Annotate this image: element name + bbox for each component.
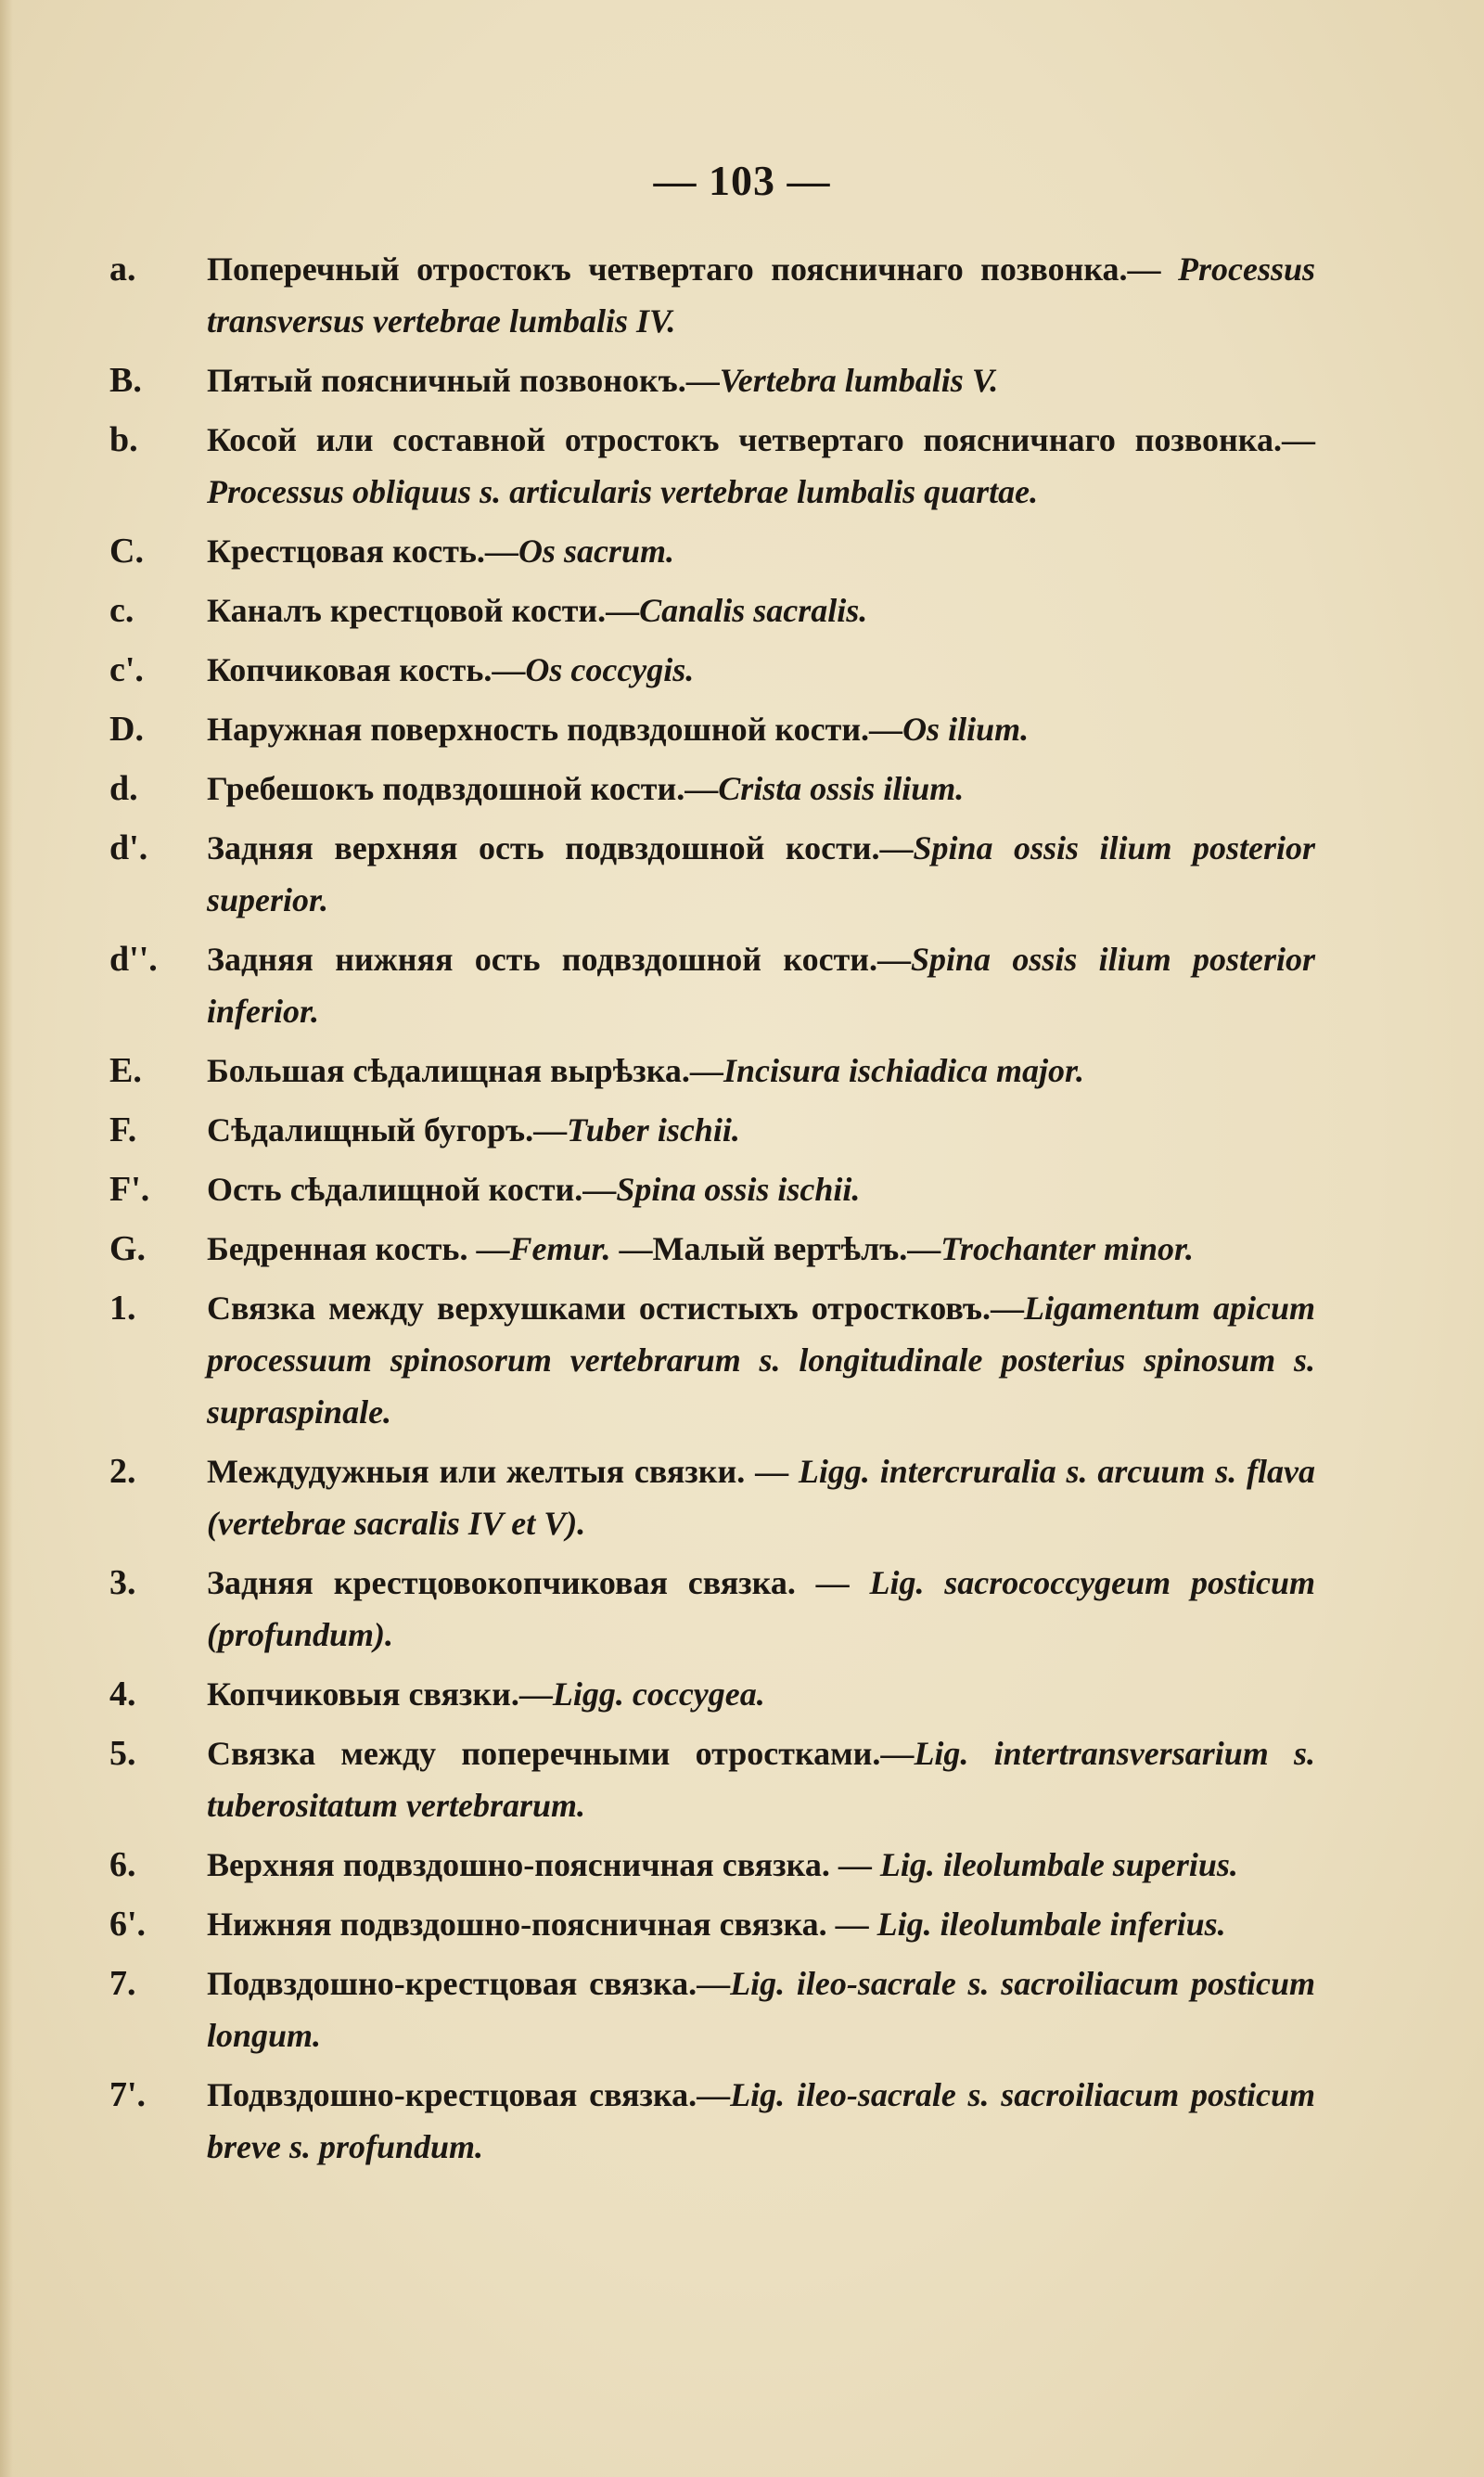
entry-latin-term: Lig. ileo-sacrale s. sacroiliacum posticum longum. <box>207 1965 1315 2054</box>
entry-text <box>207 584 1315 636</box>
entry-latin-term: Vertebra lumbalis V. <box>719 362 999 399</box>
entry-russian-text: Каналъ крестцовой кости.— <box>207 592 640 629</box>
entry-russian-text: Копчиковыя связки.— <box>207 1675 553 1713</box>
entry-latin-term: Os coccygis. <box>525 651 695 688</box>
entry-label: d''. <box>109 940 158 979</box>
entry-label: 7. <box>109 1964 136 2003</box>
entry-text <box>207 703 1315 755</box>
entry-latin-term: Lig. ileolumbale inferius. <box>876 1906 1226 1943</box>
entry-text <box>207 644 1315 696</box>
entry-russian-text: Междудужныя или желтыя связки. — <box>207 1453 789 1490</box>
entry-latin-term: Processus obliquus s. articularis vertebrae lumbalis quartae. <box>207 473 1039 510</box>
entry-russian-text: Бедренная кость. — <box>207 1230 510 1267</box>
entry-label: F. <box>109 1110 137 1149</box>
entry-russian-text: Поперечный отростокъ четвертаго поясничнаго позвонка.— <box>207 250 1161 288</box>
entry-latin-term: Os sacrum. <box>518 533 674 570</box>
entry-latin-term: Os ilium. <box>902 711 1030 748</box>
entry-latin-term-second: Trochanter minor. <box>940 1230 1195 1267</box>
entry-russian-text: Гребешокъ подвздошной кости.— <box>207 770 719 807</box>
entry-label: 2. <box>109 1452 136 1491</box>
legend-entry <box>109 763 1315 815</box>
entry-russian-text: Ость сѣдалищной кости.— <box>207 1171 617 1208</box>
entry-latin-term: Tuber ischii. <box>567 1111 740 1149</box>
entry-russian-text: Сѣдалищный бугоръ.— <box>207 1111 568 1149</box>
entry-text <box>207 1282 1315 1438</box>
entry-latin-term: Ligg. coccygea. <box>552 1675 765 1713</box>
legend-entry <box>109 1104 1315 1156</box>
legend-entry <box>109 1557 1315 1661</box>
page-gutter-shadow <box>0 0 13 2477</box>
entry-russian-text: Большая сѣдалищная вырѣзка.— <box>207 1052 723 1089</box>
entry-text <box>207 763 1315 815</box>
entry-label: b. <box>109 420 138 459</box>
entry-text <box>207 525 1315 577</box>
entry-text <box>207 1898 1315 1950</box>
entry-russian-text: Пятый поясничный позвонокъ.— <box>207 362 720 399</box>
entry-text <box>207 1104 1315 1156</box>
entry-text <box>207 1045 1315 1097</box>
entry-text <box>207 1445 1315 1549</box>
entry-latin-term: Femur. <box>509 1230 611 1267</box>
entry-russian-text: Подвздошно-крестцовая связка.— <box>207 1965 731 2002</box>
legend-entry <box>109 1045 1315 1097</box>
entry-text <box>207 1668 1315 1720</box>
legend-list <box>109 243 1315 2180</box>
entry-label: a. <box>109 250 136 289</box>
entry-label: 4. <box>109 1675 136 1713</box>
entry-text <box>207 1727 1315 1831</box>
entry-latin-term: Spina ossis ischii. <box>616 1171 861 1208</box>
entry-russian-text: Верхняя подвздошно-поясничная связка. — <box>207 1846 872 1883</box>
entry-label: 1. <box>109 1289 136 1328</box>
entry-russian-text: Нижняя подвздошно-поясничная связка. — <box>207 1906 869 1943</box>
entry-text <box>207 1557 1315 1661</box>
entry-russian-text: Косой или составной отростокъ четвертаго поясничнаго позвонка.— <box>207 421 1315 458</box>
legend-entry <box>109 822 1315 926</box>
entry-russian-text: Наружная поверхность подвздошной кости.— <box>207 711 903 748</box>
legend-entry <box>109 1668 1315 1720</box>
legend-entry <box>109 1445 1315 1549</box>
entry-latin-term: Processus transversus vertebrae lumbalis IV. <box>207 250 1315 340</box>
entry-text <box>207 1163 1315 1215</box>
entry-label: 7'. <box>109 2075 147 2114</box>
legend-entry <box>109 933 1315 1037</box>
entry-text <box>207 243 1315 347</box>
page-number: — 103 — <box>653 157 831 204</box>
entry-russian-text: Крестцовая кость.— <box>207 533 518 570</box>
legend-entry <box>109 414 1315 518</box>
legend-entry <box>109 2069 1315 2173</box>
entry-label: E. <box>109 1051 142 1090</box>
entry-latin-term: Ligamentum apicum processuum spinosorum vertebrarum s. longitudinale posterius spinosum s. supraspinale. <box>207 1290 1315 1431</box>
entry-russian-text: Задняя нижняя ость подвздошной кости.— <box>207 941 911 978</box>
entry-text <box>207 354 1315 406</box>
entry-latin-term: Lig. intertransversarium s. tuberositatum vertebrarum. <box>207 1735 1315 1824</box>
entry-text <box>207 1957 1315 2061</box>
entry-latin-term: Canalis sacralis. <box>639 592 868 629</box>
entry-label: 5. <box>109 1734 136 1773</box>
legend-entry <box>109 1223 1315 1275</box>
legend-entry <box>109 1727 1315 1831</box>
legend-entry <box>109 1163 1315 1215</box>
entry-text <box>207 933 1315 1037</box>
entry-label: C. <box>109 532 144 571</box>
entry-label: d. <box>109 769 138 808</box>
legend-entry <box>109 1282 1315 1438</box>
entry-label: D. <box>109 710 144 749</box>
entry-russian-text: Задняя верхняя ость подвздошной кости.— <box>207 829 914 866</box>
entry-label: c'. <box>109 650 144 689</box>
legend-entry <box>109 584 1315 636</box>
entry-russian-text: Подвздошно-крестцовая связка.— <box>207 2076 731 2113</box>
entry-text <box>207 1223 1315 1275</box>
legend-entry <box>109 243 1315 347</box>
entry-latin-term: Lig. sacrococcygeum posticum (profundum). <box>207 1564 1316 1653</box>
entry-russian-text: Связка между верхушками остистыхъ отростковъ.— <box>207 1290 1024 1327</box>
entry-label: G. <box>109 1229 147 1268</box>
legend-entry <box>109 525 1315 577</box>
legend-entry <box>109 1898 1315 1950</box>
entry-latin-term: Incisura ischiadica major. <box>723 1052 1085 1089</box>
legend-entry <box>109 644 1315 696</box>
entry-label: F'. <box>109 1170 150 1209</box>
entry-label: B. <box>109 361 142 400</box>
entry-text <box>207 822 1315 926</box>
entry-latin-term: Lig. ileo-sacrale s. sacroiliacum posticum breve s. profundum. <box>207 2076 1315 2165</box>
entry-russian-text: Копчиковая кость.— <box>207 651 526 688</box>
entry-label: 6. <box>109 1845 136 1884</box>
entry-label: d'. <box>109 828 148 867</box>
entry-russian-text: Связка между поперечными отростками.— <box>207 1735 915 1772</box>
entry-latin-term: Spina ossis ilium posterior inferior. <box>207 941 1315 1030</box>
entry-text <box>207 1839 1315 1891</box>
entry-latin-term: Spina ossis ilium posterior superior. <box>207 829 1315 918</box>
entry-russian-text-second: —Малый вертѣлъ.— <box>610 1230 941 1267</box>
entry-label: c. <box>109 591 134 630</box>
legend-entry <box>109 703 1315 755</box>
entry-label: 6'. <box>109 1905 147 1944</box>
legend-entry <box>109 1839 1315 1891</box>
entry-latin-term: Lig. ileolumbale superius. <box>879 1846 1238 1883</box>
legend-entry <box>109 1957 1315 2061</box>
legend-entry <box>109 354 1315 406</box>
entry-latin-term: Crista ossis ilium. <box>718 770 965 807</box>
entry-latin-term: Ligg. intercruralia s. arcuum s. flava (vertebrae sacralis IV et V). <box>207 1453 1315 1542</box>
entry-text <box>207 414 1315 518</box>
entry-russian-text: Задняя крестцовокопчиковая связка. — <box>207 1564 850 1601</box>
entry-label: 3. <box>109 1563 136 1602</box>
entry-text <box>207 2069 1315 2173</box>
